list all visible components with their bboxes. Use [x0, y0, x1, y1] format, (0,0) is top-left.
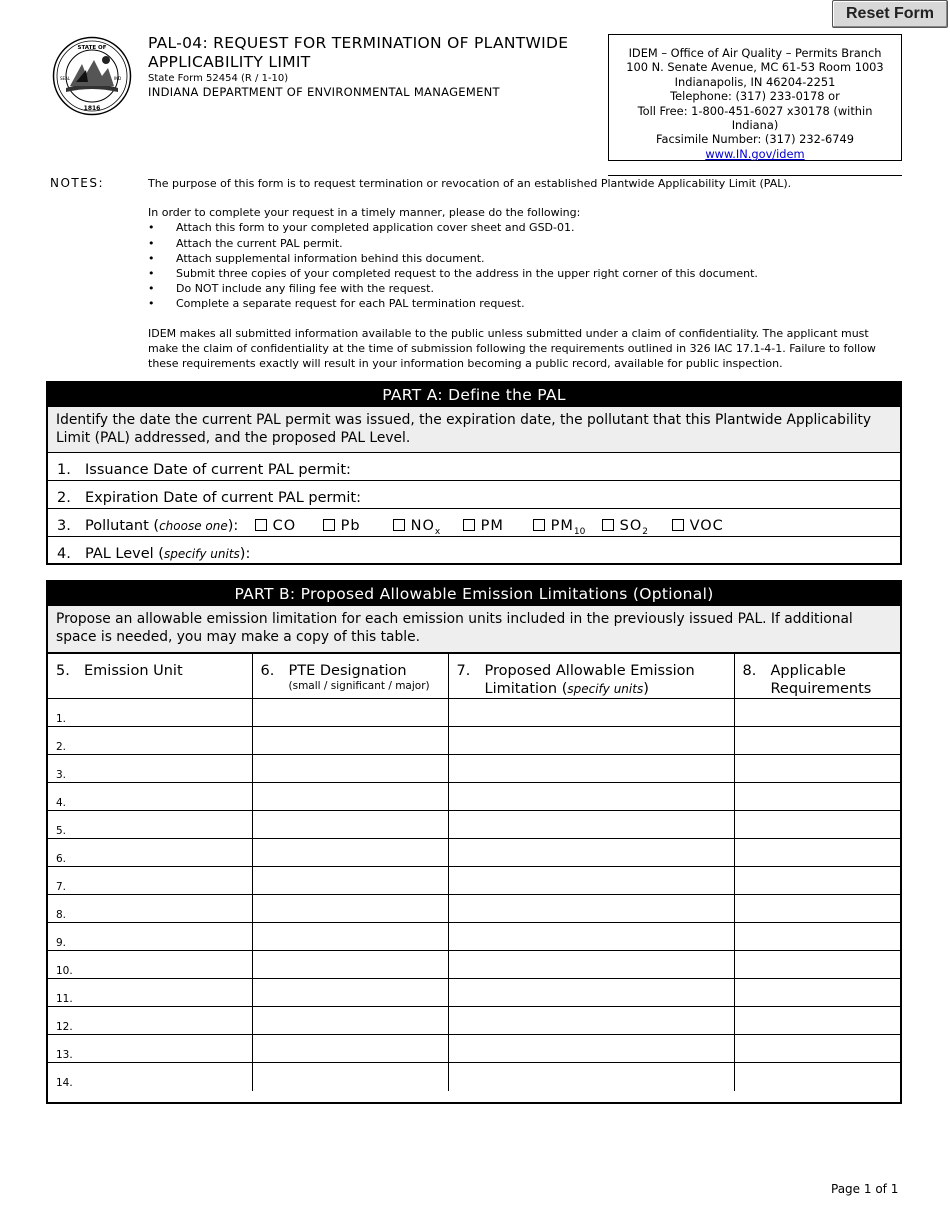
notes-bullet: • Complete a separate request for each PAL termination request.: [148, 297, 525, 311]
table-row: [48, 1035, 900, 1063]
applicable-requirements-cell[interactable]: [734, 1063, 900, 1091]
emission-limits-table: [48, 653, 900, 1091]
page-number: Page 1 of 1: [831, 1182, 899, 1196]
part-a-intro: Identify the date the current PAL permit was issued, the expiration date, the pollutant that this Plantwide Applicability Limit (PAL) addressed, and the proposed PAL Level.: [48, 407, 900, 453]
proposed-limitation-cell[interactable]: [448, 1063, 734, 1091]
table-row: [48, 867, 900, 895]
pte-designation-cell[interactable]: [252, 1035, 448, 1063]
row-number: 9.: [56, 937, 67, 949]
contact-telephone: Telephone: (317) 233-0178 or: [670, 89, 840, 104]
applicable-requirements-cell[interactable]: [734, 839, 900, 867]
emission-unit-cell[interactable]: [48, 755, 252, 783]
part-a-section: [46, 381, 902, 565]
pte-designation-cell[interactable]: [252, 923, 448, 951]
column-proposed-limitation: 7. Proposed Allowable Emission Limitation (specify units): [448, 654, 734, 699]
proposed-limitation-cell[interactable]: [448, 783, 734, 811]
expiration-date-label: Expiration Date of current PAL permit:: [85, 490, 361, 506]
indiana-state-seal: [52, 36, 132, 116]
row-number: 2.: [56, 741, 67, 753]
emission-unit-cell[interactable]: [48, 951, 252, 979]
row-number: 13.: [56, 1049, 73, 1061]
emission-unit-cell[interactable]: [48, 867, 252, 895]
svg-text:STATE OF: STATE OF: [77, 45, 107, 51]
pollutant-pb-option[interactable]: Pb: [323, 509, 361, 543]
agency-name: INDIANA DEPARTMENT OF ENVIRONMENTAL MANAGEMENT: [148, 85, 500, 99]
row-number: 5.: [56, 825, 67, 837]
part-a-heading: PART A: Define the PAL: [48, 383, 900, 407]
notes-bullet: • Attach this form to your completed application cover sheet and GSD-01.: [148, 221, 575, 235]
proposed-limitation-cell[interactable]: [448, 699, 734, 727]
table-row: [48, 783, 900, 811]
row-number: 8.: [56, 909, 67, 921]
proposed-limitation-cell[interactable]: [448, 951, 734, 979]
emission-unit-cell[interactable]: [48, 923, 252, 951]
applicable-requirements-cell[interactable]: [734, 951, 900, 979]
pte-designation-cell[interactable]: [252, 839, 448, 867]
emission-unit-cell[interactable]: [48, 699, 252, 727]
applicable-requirements-cell[interactable]: [734, 923, 900, 951]
pollutant-pb-checkbox[interactable]: [323, 519, 335, 531]
pollutant-so2-option[interactable]: $SO_2$: [602, 509, 648, 549]
notes-bullet: • Attach the current PAL permit.: [148, 236, 343, 250]
pte-designation-cell[interactable]: [252, 1063, 448, 1091]
proposed-limitation-cell[interactable]: [448, 1035, 734, 1063]
contact-fax: Facsimile Number: (317) 232-6749: [655, 132, 854, 147]
pollutant-row: 3. Pollutant (choose one): CO Pb $NO_x$ PM $PM_{10}$ $SO_2$ VOC: [48, 509, 900, 537]
notes-section: [148, 176, 888, 371]
proposed-limitation-cell[interactable]: [448, 727, 734, 755]
svg-text:1816: 1816: [83, 105, 101, 112]
column-pte-designation: 6. PTE Designation (small / significant / major): [252, 654, 448, 699]
row-number: 10.: [56, 965, 73, 977]
emission-unit-cell[interactable]: [48, 979, 252, 1007]
proposed-limitation-cell[interactable]: [448, 755, 734, 783]
emission-unit-cell[interactable]: [48, 1007, 252, 1035]
applicable-requirements-cell[interactable]: [734, 1007, 900, 1035]
notes-bullet: • Attach supplemental information behind this document.: [148, 251, 485, 265]
applicable-requirements-cell[interactable]: [734, 867, 900, 895]
pollutant-nox-option[interactable]: $NO_x$: [393, 509, 440, 549]
emission-unit-cell[interactable]: [48, 1035, 252, 1063]
applicable-requirements-cell[interactable]: [734, 1035, 900, 1063]
notes-purpose: The purpose of this form is to request termination or revocation of an established Plantwide Applicability Limit (PAL).: [148, 177, 792, 190]
emission-unit-cell[interactable]: [48, 1063, 252, 1091]
emission-unit-cell[interactable]: [48, 895, 252, 923]
part-b-intro: Propose an allowable emission limitation for each emission units included in the previously issued PAL. If additional space is needed, you may make a copy of this table.: [48, 606, 900, 653]
row-number: 4.: [56, 797, 67, 809]
table-row: [48, 811, 900, 839]
proposed-limitation-cell[interactable]: [448, 923, 734, 951]
emission-unit-cell[interactable]: [48, 783, 252, 811]
column-emission-unit: 5. Emission Unit: [48, 654, 252, 699]
applicable-requirements-cell[interactable]: [734, 811, 900, 839]
pte-designation-cell[interactable]: [252, 783, 448, 811]
table-row: [48, 923, 900, 951]
table-row: [48, 727, 900, 755]
pte-designation-cell[interactable]: [252, 1007, 448, 1035]
applicable-requirements-cell[interactable]: [734, 699, 900, 727]
pte-designation-cell[interactable]: [252, 727, 448, 755]
state-form-number: State Form 52454 (R / 1-10): [148, 73, 289, 84]
emission-unit-cell[interactable]: [48, 811, 252, 839]
pte-designation-cell[interactable]: [252, 755, 448, 783]
table-row: [48, 951, 900, 979]
table-row: [48, 895, 900, 923]
proposed-limitation-cell[interactable]: [448, 895, 734, 923]
applicable-requirements-cell[interactable]: [734, 895, 900, 923]
part-b-section: [46, 580, 902, 1104]
pte-designation-cell[interactable]: [252, 951, 448, 979]
notes-bullet: • Do NOT include any filing fee with the request.: [148, 282, 434, 296]
expiration-date-field[interactable]: 2. Expiration Date of current PAL permit:: [48, 481, 900, 509]
row-number: 14.: [56, 1077, 73, 1089]
contact-box: [608, 34, 902, 161]
notes-instructions-intro: In order to complete your request in a timely manner, please do the following:: [148, 206, 581, 220]
form-title: PAL-04: REQUEST FOR TERMINATION OF PLANTWIDE APPLICABILITY LIMIT: [148, 34, 569, 71]
contact-city: Indianapolis, IN 46204-2251: [674, 74, 836, 89]
emission-unit-cell[interactable]: [48, 727, 252, 755]
pollutant-so2-checkbox[interactable]: [602, 519, 614, 531]
pollutant-pm10-checkbox[interactable]: [533, 519, 545, 531]
notes-label: NOTES:: [50, 176, 104, 190]
pollutant-co-checkbox[interactable]: [255, 519, 267, 531]
pollutant-voc-checkbox[interactable]: [672, 519, 684, 531]
svg-text:SEAL: SEAL: [60, 76, 71, 81]
proposed-limitation-cell[interactable]: [448, 811, 734, 839]
applicable-requirements-cell[interactable]: [734, 727, 900, 755]
contact-toll-free: Toll Free: 1-800-451-6027 x30178 (within Indiana): [637, 103, 873, 133]
pte-designation-cell[interactable]: [252, 867, 448, 895]
table-row: [48, 699, 900, 727]
pollutant-nox-checkbox[interactable]: [393, 519, 405, 531]
table-row: [48, 1007, 900, 1035]
proposed-limitation-cell[interactable]: [448, 979, 734, 1007]
row-number: 12.: [56, 1021, 73, 1033]
pollutant-voc-option[interactable]: VOC: [672, 509, 724, 543]
pte-designation-cell[interactable]: [252, 979, 448, 1007]
applicable-requirements-cell[interactable]: [734, 755, 900, 783]
table-row: [48, 839, 900, 867]
emission-unit-cell[interactable]: [48, 839, 252, 867]
contact-address: 100 N. Senate Avenue, MC 61-53 Room 1003: [626, 60, 884, 75]
pollutant-pm-option[interactable]: PM: [463, 509, 504, 543]
proposed-limitation-cell[interactable]: [448, 1007, 734, 1035]
row-number: 3.: [56, 769, 67, 781]
issuance-date-label: Issuance Date of current PAL permit:: [85, 462, 351, 478]
notes-bullet: • Submit three copies of your completed request to the address in the upper right corner of this document.: [148, 267, 758, 281]
pte-designation-cell[interactable]: [252, 895, 448, 923]
proposed-limitation-cell[interactable]: [448, 867, 734, 895]
table-row: [48, 979, 900, 1007]
pte-designation-cell[interactable]: [252, 811, 448, 839]
table-row: [48, 755, 900, 783]
issuance-date-field[interactable]: 1. Issuance Date of current PAL permit:: [48, 453, 900, 481]
applicable-requirements-cell[interactable]: [734, 783, 900, 811]
notes-confidentiality: IDEM makes all submitted information available to the public unless submitted under a claim of confidentiality. The applicant must make the claim of confidentiality at the time of submission following the requirements outlined in 326 IAC 17.1-4-1. Failure to follow these requirements exactly will result in your information becoming a public record, available for public inspection.: [148, 326, 876, 371]
part-b-heading: PART B: Proposed Allowable Emission Limitations (Optional): [48, 582, 900, 606]
pte-designation-cell[interactable]: [252, 699, 448, 727]
svg-text:IND: IND: [114, 76, 122, 81]
row-number: 1.: [56, 713, 67, 725]
pollutant-pm10-option[interactable]: $PM_{10}$: [533, 509, 585, 549]
reset-form-button[interactable]: Reset Form: [832, 0, 948, 28]
row-number: 7.: [56, 881, 67, 893]
pal-level-field[interactable]: 4. PAL Level (specify units):: [57, 546, 251, 562]
pollutant-pm-checkbox[interactable]: [463, 519, 475, 531]
applicable-requirements-cell[interactable]: [734, 979, 900, 1007]
contact-office: IDEM – Office of Air Quality – Permits Branch: [628, 46, 882, 60]
pollutant-co-option[interactable]: CO: [255, 509, 296, 543]
idem-website-link[interactable]: www.IN.gov/idem: [705, 146, 805, 161]
table-row: [48, 1063, 900, 1091]
row-number: 6.: [56, 853, 67, 865]
proposed-limitation-cell[interactable]: [448, 839, 734, 867]
row-number: 11.: [56, 993, 73, 1005]
column-applicable-requirements: 8. Applicable Requirements: [734, 654, 900, 699]
